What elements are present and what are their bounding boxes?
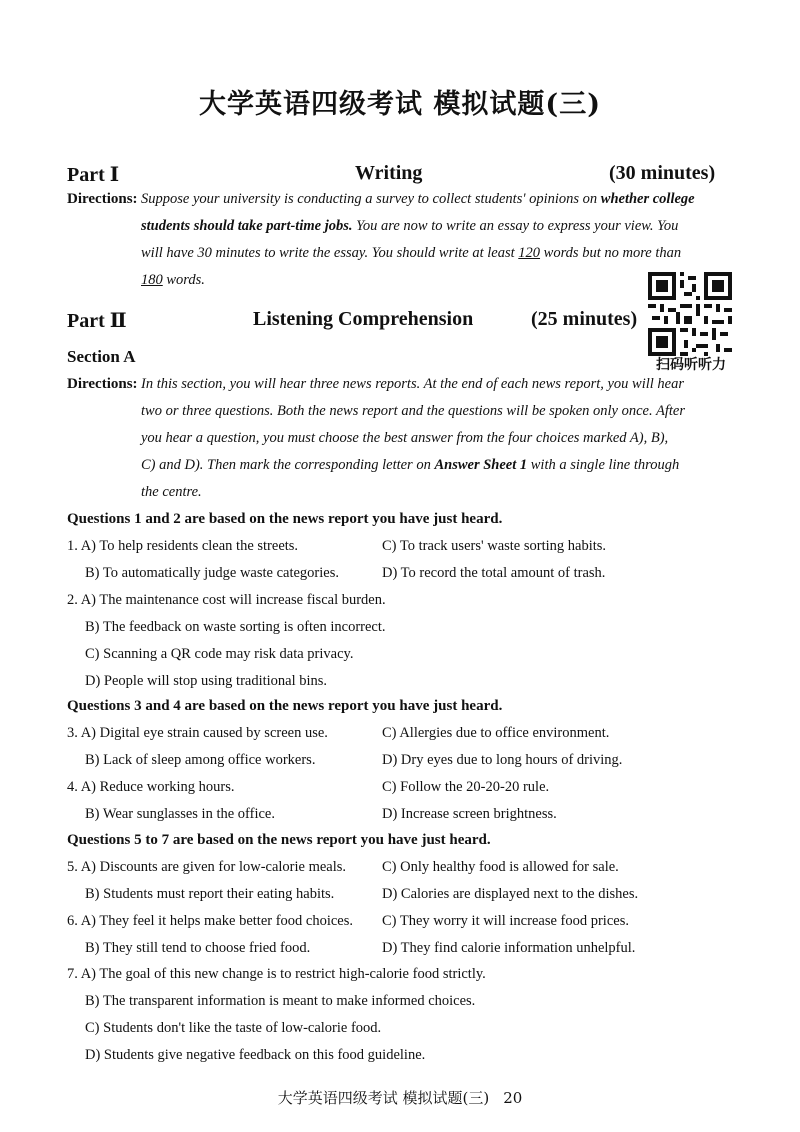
option-5b[interactable]: B) Students must report their eating habits. [85, 886, 335, 902]
directions-emphasis: whether college [600, 191, 695, 207]
part2-time: (25 minutes) [531, 308, 638, 330]
option-4a[interactable]: 4. A) Reduce working hours. [67, 779, 235, 795]
option-2d[interactable]: D) People will stop using traditional bins. [85, 673, 328, 689]
option-7b[interactable]: B) The transparent information is meant to make informed choices. [85, 993, 476, 1009]
option-2b[interactable]: B) The feedback on waste sorting is often incorrect. [85, 619, 386, 635]
option-5c[interactable]: C) Only healthy food is allowed for sale. [382, 859, 619, 875]
directions-text: words. [162, 272, 205, 288]
option-5a[interactable]: 5. A) Discounts are given for low-calorie meals. [67, 859, 347, 875]
option-6b[interactable]: B) They still tend to choose fried food. [85, 940, 311, 956]
directions-text: C) and D). Then mark the corresponding letter on [141, 457, 435, 473]
option-7c[interactable]: C) Students don't like the taste of low-calorie food. [85, 1020, 382, 1036]
directions-label: Directions: [67, 376, 138, 392]
directions-emphasis: students should take part-time jobs. [141, 218, 353, 234]
option-1d[interactable]: D) To record the total amount of trash. [382, 565, 606, 581]
directions-text: In this section, you will hear three news reports. At the end of each news report, you will hear [141, 376, 685, 392]
directions-text: two or three questions. Both the news report and the questions will be spoken only once. After [141, 403, 685, 419]
question-group-heading: Questions 5 to 7 are based on the news report you have just heard. [67, 832, 491, 848]
part1-title: Writing [355, 162, 423, 184]
part2-directions [67, 376, 732, 511]
qr-code-icon[interactable] [648, 272, 732, 356]
option-3c[interactable]: C) Allergies due to office environment. [382, 725, 610, 741]
footer-title: 大学英语四级考试 模拟试题(三) [277, 1089, 490, 1107]
part1-time: (30 minutes) [609, 162, 716, 184]
option-4c[interactable]: C) Follow the 20-20-20 rule. [382, 779, 550, 795]
page-title: 大学英语四级考试 模拟试题(三) [199, 89, 601, 120]
part2-name: Part Ⅱ [67, 310, 127, 332]
option-3a[interactable]: 3. A) Digital eye strain caused by screen use. [67, 725, 328, 741]
page-number: 20 [503, 1089, 523, 1107]
part2-header [67, 308, 647, 334]
option-7d[interactable]: D) Students give negative feedback on this food guideline. [85, 1047, 426, 1063]
option-1c[interactable]: C) To track users' waste sorting habits. [382, 538, 607, 554]
question-group-heading: Questions 1 and 2 are based on the news report you have just heard. [67, 511, 503, 527]
option-2c[interactable]: C) Scanning a QR code may risk data privacy. [85, 646, 354, 662]
directions-label: Directions: [67, 191, 138, 207]
min-words: 120 [518, 245, 541, 261]
question-group-heading: Questions 3 and 4 are based on the news report you have just heard. [67, 698, 503, 714]
option-6c[interactable]: C) They worry it will increase food prices. [382, 913, 629, 929]
option-1b[interactable]: B) To automatically judge waste categories. [85, 565, 339, 581]
directions-text: You are now to write an essay to express your view. You [352, 218, 679, 234]
page-footer [0, 1087, 800, 1108]
directions-text: words but no more than [540, 245, 682, 261]
option-5d[interactable]: D) Calories are displayed next to the dishes. [382, 886, 639, 902]
directions-text: Suppose your university is conducting a survey to collect students' opinions on [141, 191, 601, 207]
directions-text: you hear a question, you must choose the best answer from the four choices marked A), B), [141, 430, 669, 446]
directions-text: with a single line through [527, 457, 680, 473]
section-a-label: Section A [67, 347, 136, 366]
option-3b[interactable]: B) Lack of sleep among office workers. [85, 752, 316, 768]
part1-directions [67, 191, 732, 299]
option-3d[interactable]: D) Dry eyes due to long hours of driving. [382, 752, 623, 768]
option-6a[interactable]: 6. A) They feel it helps make better food choices. [67, 913, 354, 929]
option-2a[interactable]: 2. A) The maintenance cost will increase fiscal burden. [67, 592, 386, 608]
qr-caption: 扫码听听力 [656, 357, 726, 373]
directions-text: will have 30 minutes to write the essay. You should write at least [141, 245, 519, 261]
part2-title: Listening Comprehension [253, 308, 474, 330]
option-4b[interactable]: B) Wear sunglasses in the office. [85, 806, 275, 822]
part1-name: Part Ⅰ [67, 164, 120, 186]
part1-header [67, 162, 732, 188]
max-words: 180 [141, 272, 163, 288]
directions-text: the centre. [141, 484, 202, 500]
option-1a[interactable]: 1. A) To help residents clean the streets. [67, 538, 299, 554]
option-6d[interactable]: D) They find calorie information unhelpful. [382, 940, 636, 956]
answer-sheet-ref: Answer Sheet 1 [434, 457, 528, 473]
option-4d[interactable]: D) Increase screen brightness. [382, 806, 557, 822]
option-7a[interactable]: 7. A) The goal of this new change is to restrict high-calorie food strictly. [67, 966, 486, 982]
